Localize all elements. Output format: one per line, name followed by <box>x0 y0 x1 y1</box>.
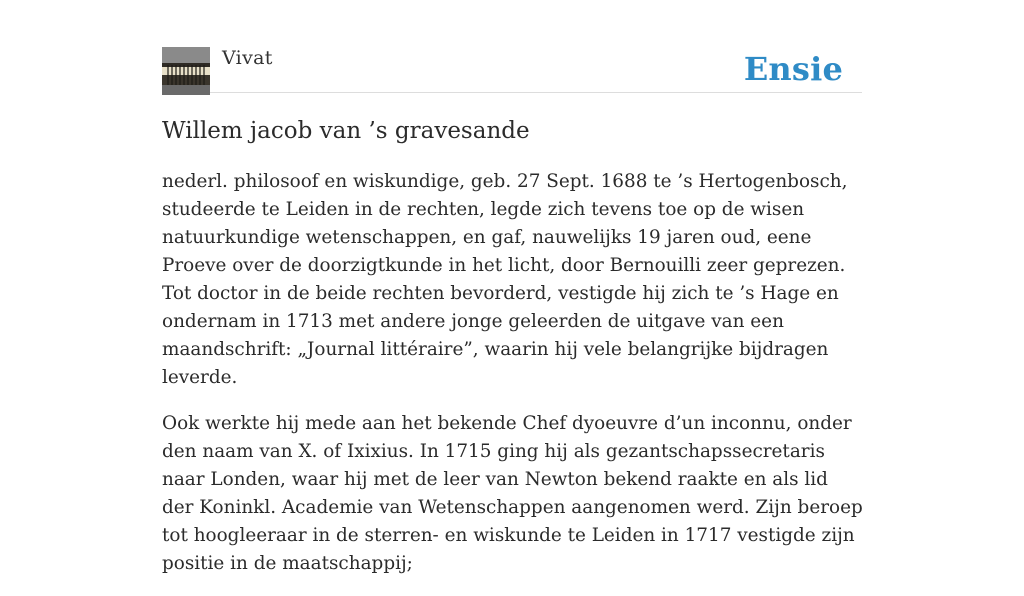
article-paragraph: Ook werkte hij mede aan het bekende Chef dyoeuvre d’un inconnu, onder den naam van X. of Ixixius. In 1715 ging hij als gezantschapssecretaris naar Londen, waar hij met de leer van Newton bekend raakte en als lid der Koninkl. Academie van Wetenschappen aangenomen werd. Zijn beroep tot hoogleeraar in de sterren- en wiskunde te Leiden in 1717 vestigde zijn positie in de maatschappij; <box>162 413 863 574</box>
bookshelf-avatar-image <box>162 47 210 95</box>
article-body <box>162 168 864 596</box>
article-paragraph: nederl. philosoof en wiskundige, geb. 27 Sept. 1688 te ’s Hertogenbosch, studeerde te Leiden in de rechten, legde zich tevens toe op de wisen natuurkundige wetenschappen, en gaf, nauwelijks 19 jaren oud, eene Proeve over de doorzigtkunde in het licht, door Bernouilli zeer geprezen. Tot doctor in de beide rechten bevorderd, vestigde hij zich te ’s Hage en ondernam in 1713 met andere jonge geleerden de uitgave van een maandschrift: „Journal littéraire”, waarin hij vele belangrijke bijdragen leverde. <box>162 171 848 388</box>
header <box>162 44 862 93</box>
ensie-logo[interactable]: Ensie <box>743 50 843 88</box>
source-name[interactable]: Vivat <box>222 47 273 69</box>
source-avatar[interactable] <box>162 47 210 95</box>
article-title: Willem jacob van ’s gravesande <box>162 118 530 144</box>
